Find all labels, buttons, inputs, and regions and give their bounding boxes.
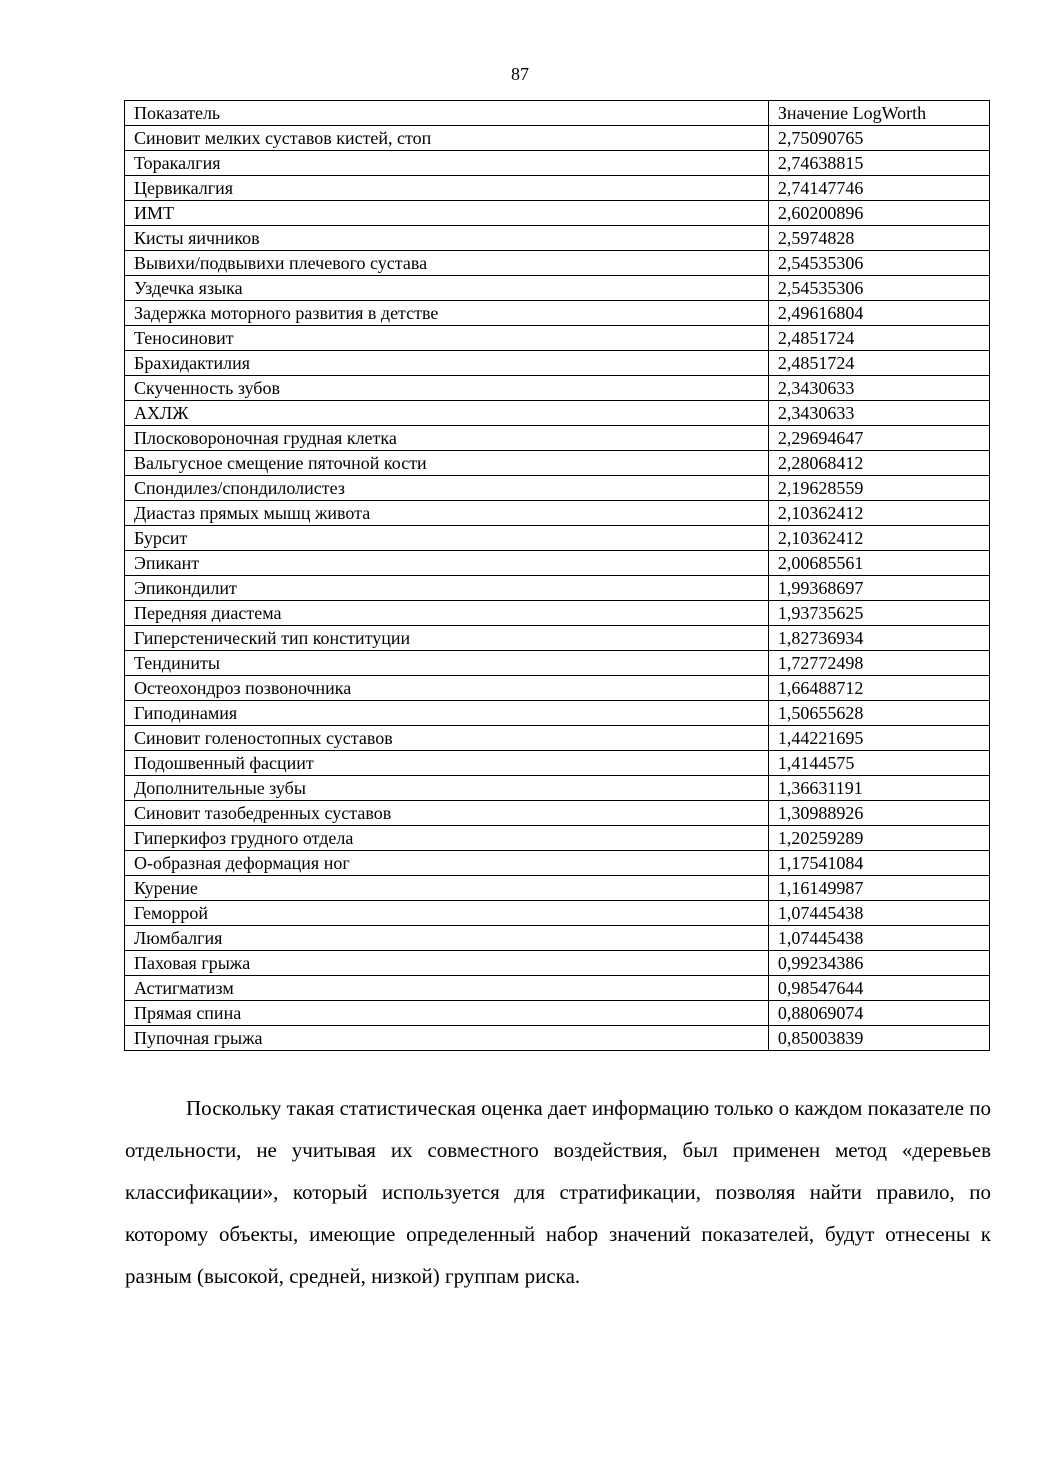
logworth-cell: 2,5974828 xyxy=(768,226,989,251)
indicator-cell: Пупочная грыжа xyxy=(125,1026,769,1051)
logworth-cell: 1,07445438 xyxy=(768,901,989,926)
table-row xyxy=(125,451,990,476)
indicator-cell: Подошвенный фасциит xyxy=(125,751,769,776)
table-row xyxy=(125,476,990,501)
table-row xyxy=(125,126,990,151)
body-paragraph: Поскольку такая статистическая оценка дает информацию только о каждом показателе по отдельности, не учитывая их совместного воздействия, был применен метод «деревьев классификации», который используется для стратификации, позволяя найти правило, по которому объекты, имеющие определенный набор значений показателей, будут отнесены к разным (высокой, средней, низкой) группам риска. xyxy=(125,1096,991,1288)
table-row xyxy=(125,501,990,526)
indicator-cell: Люмбалгия xyxy=(125,926,769,951)
logworth-cell: 0,98547644 xyxy=(768,976,989,1001)
indicator-cell: О-образная деформация ног xyxy=(125,851,769,876)
table-row xyxy=(125,526,990,551)
logworth-table xyxy=(124,100,990,1051)
table-row xyxy=(125,226,990,251)
table-row xyxy=(125,551,990,576)
table-row xyxy=(125,951,990,976)
indicator-cell: Эпикант xyxy=(125,551,769,576)
logworth-cell: 1,20259289 xyxy=(768,826,989,851)
indicator-cell: Гиперстенический тип конституции xyxy=(125,626,769,651)
logworth-cell: 2,3430633 xyxy=(768,376,989,401)
indicator-cell: ИМТ xyxy=(125,201,769,226)
indicator-cell: Гиперкифоз грудного отдела xyxy=(125,826,769,851)
logworth-cell: 0,99234386 xyxy=(768,951,989,976)
logworth-cell: 1,72772498 xyxy=(768,651,989,676)
logworth-cell: 1,99368697 xyxy=(768,576,989,601)
indicator-cell: Прямая спина xyxy=(125,1001,769,1026)
logworth-cell: 1,17541084 xyxy=(768,851,989,876)
logworth-cell: 2,29694647 xyxy=(768,426,989,451)
logworth-cell: 2,00685561 xyxy=(768,551,989,576)
table-row xyxy=(125,376,990,401)
logworth-cell: 2,74638815 xyxy=(768,151,989,176)
indicator-cell: Паховая грыжа xyxy=(125,951,769,976)
indicator-cell: Эпикондилит xyxy=(125,576,769,601)
logworth-cell: 1,30988926 xyxy=(768,801,989,826)
indicator-cell: Вальгусное смещение пяточной кости xyxy=(125,451,769,476)
indicator-cell: Плосковороночная грудная клетка xyxy=(125,426,769,451)
table-row xyxy=(125,901,990,926)
indicator-cell: Кисты яичников xyxy=(125,226,769,251)
indicator-cell: Тендиниты xyxy=(125,651,769,676)
logworth-cell: 2,54535306 xyxy=(768,251,989,276)
indicator-cell: Дополнительные зубы xyxy=(125,776,769,801)
table-row xyxy=(125,726,990,751)
table-row xyxy=(125,176,990,201)
table-row xyxy=(125,351,990,376)
indicator-cell: Курение xyxy=(125,876,769,901)
indicator-cell: Диастаз прямых мышц живота xyxy=(125,501,769,526)
indicator-cell: Задержка моторного развития в детстве xyxy=(125,301,769,326)
indicator-cell: Синовит голеностопных суставов xyxy=(125,726,769,751)
logworth-cell: 2,60200896 xyxy=(768,201,989,226)
logworth-cell: 1,82736934 xyxy=(768,626,989,651)
table-row xyxy=(125,201,990,226)
table-row xyxy=(125,401,990,426)
table-header-row xyxy=(125,101,990,126)
logworth-cell: 2,19628559 xyxy=(768,476,989,501)
table-row xyxy=(125,576,990,601)
indicator-cell: Синовит тазобедренных суставов xyxy=(125,801,769,826)
table-row xyxy=(125,151,990,176)
table-row xyxy=(125,751,990,776)
table-row xyxy=(125,276,990,301)
logworth-cell: 1,66488712 xyxy=(768,676,989,701)
page-number: 87 xyxy=(511,64,529,84)
table-row xyxy=(125,801,990,826)
logworth-cell: 2,28068412 xyxy=(768,451,989,476)
indicator-cell: Скученность зубов xyxy=(125,376,769,401)
logworth-cell: 2,10362412 xyxy=(768,526,989,551)
header-indicator: Показатель xyxy=(125,101,769,126)
table-row xyxy=(125,326,990,351)
indicator-cell: АХЛЖ xyxy=(125,401,769,426)
indicator-cell: Синовит мелких суставов кистей, стоп xyxy=(125,126,769,151)
table-row xyxy=(125,926,990,951)
table-row xyxy=(125,701,990,726)
logworth-cell: 0,88069074 xyxy=(768,1001,989,1026)
table-row xyxy=(125,651,990,676)
logworth-cell: 2,4851724 xyxy=(768,326,989,351)
logworth-cell: 1,50655628 xyxy=(768,701,989,726)
indicator-cell: Уздечка языка xyxy=(125,276,769,301)
logworth-cell: 2,10362412 xyxy=(768,501,989,526)
table-row xyxy=(125,301,990,326)
table-row xyxy=(125,976,990,1001)
table-body xyxy=(125,126,990,1051)
table-row xyxy=(125,1026,990,1051)
logworth-cell: 1,93735625 xyxy=(768,601,989,626)
logworth-cell: 1,07445438 xyxy=(768,926,989,951)
logworth-cell: 0,85003839 xyxy=(768,1026,989,1051)
table-row xyxy=(125,626,990,651)
table-row xyxy=(125,876,990,901)
indicator-cell: Спондилез/спондилолистез xyxy=(125,476,769,501)
logworth-cell: 1,16149987 xyxy=(768,876,989,901)
indicator-cell: Брахидактилия xyxy=(125,351,769,376)
table-row xyxy=(125,1001,990,1026)
header-logworth: Значение LogWorth xyxy=(768,101,989,126)
indicator-cell: Цервикалгия xyxy=(125,176,769,201)
table-row xyxy=(125,851,990,876)
indicator-cell: Бурсит xyxy=(125,526,769,551)
logworth-cell: 2,75090765 xyxy=(768,126,989,151)
logworth-cell: 2,49616804 xyxy=(768,301,989,326)
logworth-cell: 1,4144575 xyxy=(768,751,989,776)
indicator-cell: Астигматизм xyxy=(125,976,769,1001)
logworth-cell: 1,44221695 xyxy=(768,726,989,751)
table-row xyxy=(125,426,990,451)
indicator-cell: Геморрой xyxy=(125,901,769,926)
indicator-cell: Теносиновит xyxy=(125,326,769,351)
table-row xyxy=(125,601,990,626)
logworth-cell: 2,3430633 xyxy=(768,401,989,426)
logworth-cell: 2,74147746 xyxy=(768,176,989,201)
table-row xyxy=(125,826,990,851)
table-row xyxy=(125,776,990,801)
indicator-cell: Остеохондроз позвоночника xyxy=(125,676,769,701)
indicator-cell: Торакалгия xyxy=(125,151,769,176)
table-row xyxy=(125,676,990,701)
logworth-cell: 2,4851724 xyxy=(768,351,989,376)
indicator-cell: Гиподинамия xyxy=(125,701,769,726)
logworth-cell: 2,54535306 xyxy=(768,276,989,301)
logworth-cell: 1,36631191 xyxy=(768,776,989,801)
indicator-cell: Передняя диастема xyxy=(125,601,769,626)
table-row xyxy=(125,251,990,276)
indicator-cell: Вывихи/подвывихи плечевого сустава xyxy=(125,251,769,276)
